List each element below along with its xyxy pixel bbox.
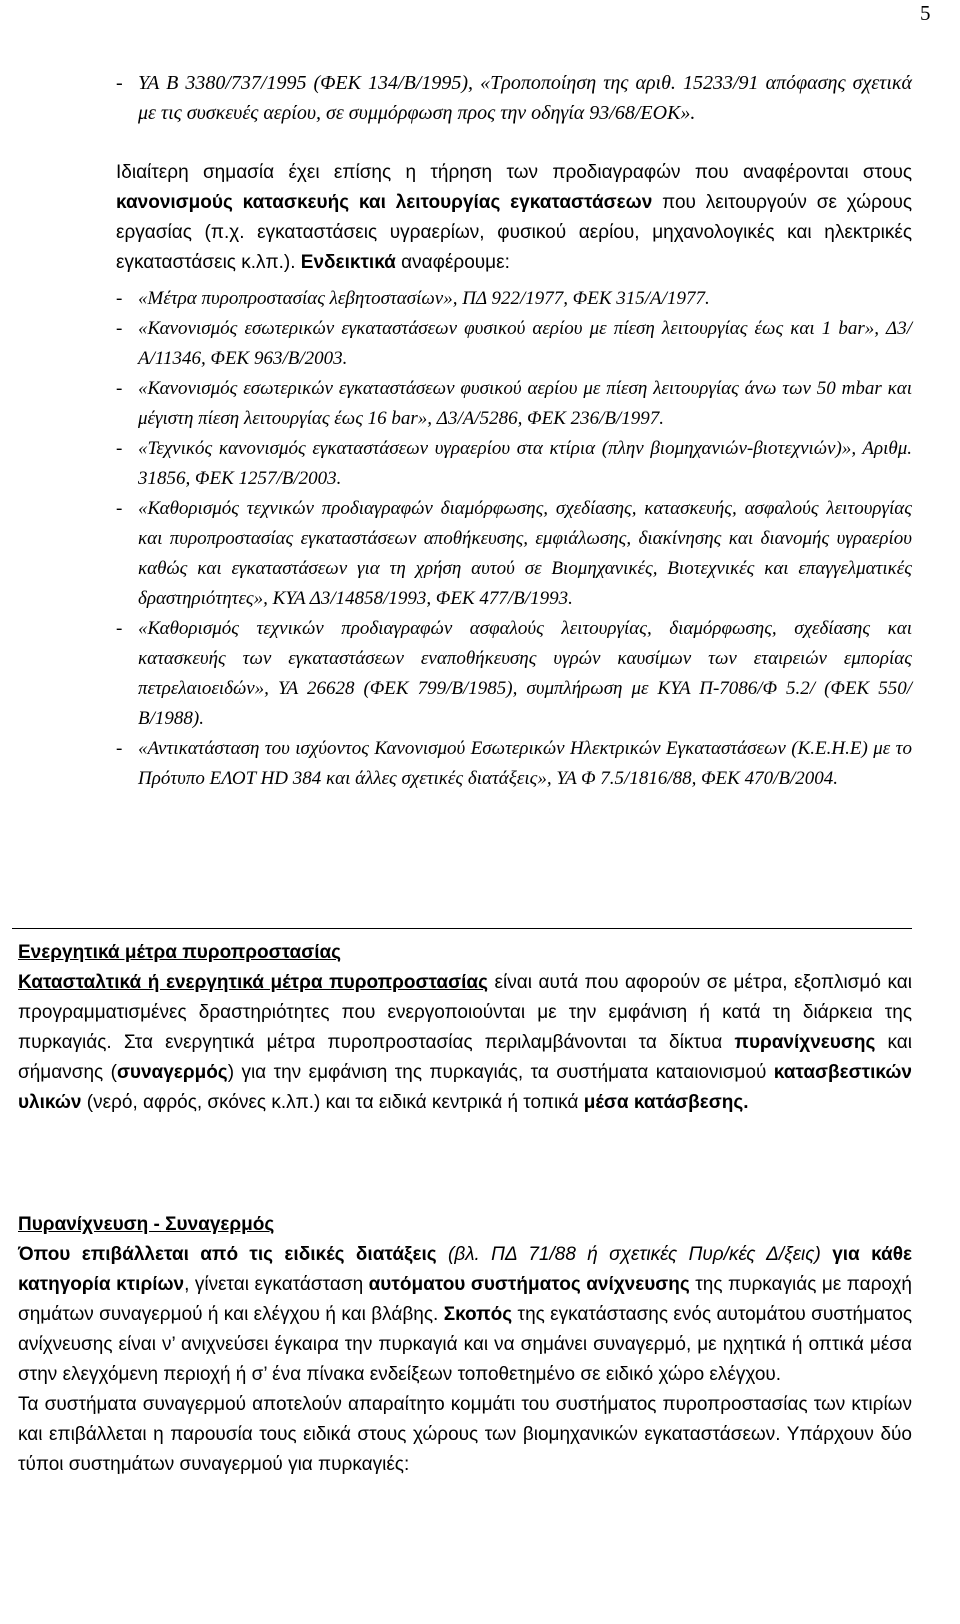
page-number: 5 (920, 1, 931, 25)
intro-text: που λειτουργούν σε χώρους εργασίας (π.χ. εγκαταστάσεις υγραερίων, φυσικού αερίου, μηχανολογικές και ηλεκτρικές εγκαταστάσεις κ.λπ.). (116, 192, 913, 273)
section-paragraph (18, 1240, 912, 1390)
list-item-text: «Κανονισμός εσωτερικών εγκαταστάσεων φυσικού αερίου με πίεση λειτουργίας έως και 1 bar», Δ3/Α/11346, ΦΕΚ 963/Β/2003. (138, 318, 912, 369)
list-item-text: «Καθορισμός τεχνικών προδιαγραφών ασφαλούς λειτουργίας, διαμόρφωσης, σχεδίασης και κατασκευής των εγκαταστάσεων εναποθήκευσης υγρών καυσίμων των εταιρειών εμπορίας πετρελαιοειδών», ΥΑ 26628 (ΦΕΚ 799/Β/1985), συμπλήρωση με ΚΥΑ Π-7086/Φ 5.2/ (ΦΕΚ 550/Β/1988). (138, 618, 912, 729)
section-bold-term: πυρανίχνευσης (734, 1032, 876, 1053)
list-item-text: ΥΑ Β 3380/737/1995 (ΦΕΚ 134/Β/1995), «Τροποποίηση της αριθ. 15233/91 απόφασης σχετικά με τις συσκευές αερίου, σε συμμόρφωση προς την οδηγία 93/68/ΕΟΚ». (138, 72, 912, 124)
top-list (116, 68, 912, 128)
list-dash: - (116, 318, 123, 339)
section-bold-term: συναγερμός (116, 1062, 228, 1083)
list-item-text: «Αντικατάσταση του ισχύοντος Κανονισμού Εσωτερικών Ηλεκτρικών Εγκαταστάσεων (Κ.Ε.Η.Ε) με το Πρότυπο ΕΛΟΤ HD 384 και άλλες σχετικές διατάξεις», ΥΑ Φ 7.5/1816/88, ΦΕΚ 470/Β/2004. (138, 738, 912, 789)
section-bold-term: αυτόματου συστήματος ανίχνευσης (368, 1274, 690, 1295)
section-text: είναι αυτά που αφορούν σε μέτρα, εξοπλισμό και προγραμματισμένες δραστηριότητες που ενεργοποιούνται με την εμφάνιση ή κατά τη διάρκεια της πυρκαγιάς. Στα ενεργητικά μέτρα πυροπροστασίας περιλαμβάνονται τα δίκτυα (18, 972, 912, 1053)
section-active-measures (18, 938, 912, 1118)
section-text: ) για την εμφάνιση της πυρκαγιάς, τα συστήματα καταιονισμού (227, 1062, 774, 1083)
section-text: , γίνεται εγκατάσταση (184, 1274, 369, 1295)
regulations-list (116, 284, 912, 794)
list-dash: - (116, 378, 123, 399)
section-bold-term: Σκοπός (443, 1304, 513, 1325)
list-item (116, 734, 912, 794)
list-item-text: «Μέτρα πυροπροστασίας λεβητοστασίων», ΠΔ 922/1977, ΦΕΚ 315/Α/1977. (138, 288, 710, 309)
section-bold-term: Κατασταλτικά ή ενεργητικά μέτρα πυροπροστασίας (18, 972, 488, 993)
section-divider (12, 928, 912, 929)
section-title: Ενεργητικά μέτρα πυροπροστασίας (18, 942, 342, 963)
section-text: (νερό, αφρός, σκόνες κ.λπ.) και τα ειδικά κεντρικά ή τοπικά (81, 1092, 584, 1113)
list-item-text: «Καθορισμός τεχνικών προδιαγραφών διαμόρφωσης, σχεδίασης, κατασκευής, ασφαλούς λειτουργίας και πυροπροστασίας εγκαταστάσεων αποθήκευσης, εμφιάλωσης, διακίνησης και διανομής υγραερίου καθώς και εγκαταστάσεων για τη χρήση αυτού σε Βιομηχανικές, Βιοτεχνικές και επαγγελματικές δραστηριότητες», ΚΥΑ Δ3/14858/1993, ΦΕΚ 477/Β/1993. (138, 498, 912, 609)
intro-bold-indicative: Ενδεικτικά (300, 252, 396, 273)
section-bold-term: για κάθε κατηγορία κτιρίων (18, 1244, 913, 1295)
list-dash: - (116, 288, 123, 309)
list-item-text: «Τεχνικός κανονισμός εγκαταστάσεων υγραερίου στα κτίρια (πλην βιομηχανιών-βιοτεχνιών)», Αριθμ. 31856, ΦΕΚ 1257/Β/2003. (138, 438, 912, 489)
section-bold-term: κατασβεστικών υλικών (18, 1062, 912, 1113)
list-item (116, 614, 912, 734)
list-item (116, 68, 912, 128)
section-paragraph: Τα συστήματα συναγερμού αποτελούν απαραίτητο κομμάτι του συστήματος πυροπροστασίας των κτιρίων και επιβάλλεται η παρουσία τους ειδικά στους χώρους των βιομηχανικών εγκαταστάσεων. Υπάρχουν δύο τύποι συστημάτων συναγερμού για πυρκαγιές: (18, 1394, 912, 1475)
list-item (116, 434, 912, 494)
section-bold-term: Όπου επιβάλλεται από τις ειδικές διατάξεις (18, 1244, 437, 1265)
section-text: και σήμανσης ( (18, 1032, 912, 1083)
list-item-text: «Κανονισμός εσωτερικών εγκαταστάσεων φυσικού αερίου με πίεση λειτουργίας άνω των 50 mbar και μέγιστη πίεση λειτουργίας έως 16 bar», Δ3/Α/5286, ΦΕΚ 236/Β/1997. (138, 378, 912, 429)
intro-bold-regulations: κανονισμούς κατασκευής και λειτουργίας εγκαταστάσεων (116, 192, 653, 213)
intro-text: αναφέρουμε: (395, 252, 510, 273)
section-title: Πυρανίχνευση - Συναγερμός (18, 1214, 275, 1235)
intro-paragraph (116, 158, 912, 278)
section-fire-detection (18, 1210, 912, 1480)
list-dash: - (116, 618, 123, 639)
list-item (116, 494, 912, 614)
list-item (116, 314, 912, 374)
list-dash: - (116, 738, 123, 759)
section-italic-ref: (βλ. ΠΔ 71/88 ή σχετικές Πυρ/κές Δ/ξεις) (436, 1244, 821, 1265)
section-paragraph (18, 968, 912, 1118)
list-dash: - (116, 72, 123, 94)
list-dash: - (116, 438, 123, 459)
list-item (116, 284, 912, 314)
list-item (116, 374, 912, 434)
section-bold-term: μέσα κατάσβεσης. (583, 1092, 749, 1113)
section-text: της εγκατάστασης ενός αυτομάτου συστήματος ανίχνευσης είναι ν’ ανιχνεύσει έγκαιρα την πυρκαγιά και να σημάνει συναγερμό, με ηχητικά ή οπτικά μέσα στην ελεγχόμενη περιοχή ή σ’ ένα πίνακα ενδείξεων τοποθετημένο σε ειδικό χώρο ελέγχου. (18, 1304, 912, 1385)
intro-text: Ιδιαίτερη σημασία έχει επίσης η τήρηση των προδιαγραφών που αναφέρονται στους (116, 162, 912, 183)
section-text: της πυρκαγιάς με παροχή σημάτων συναγερμού ή και ελέγχου ή και βλάβης. (18, 1274, 912, 1325)
list-dash: - (116, 498, 123, 519)
